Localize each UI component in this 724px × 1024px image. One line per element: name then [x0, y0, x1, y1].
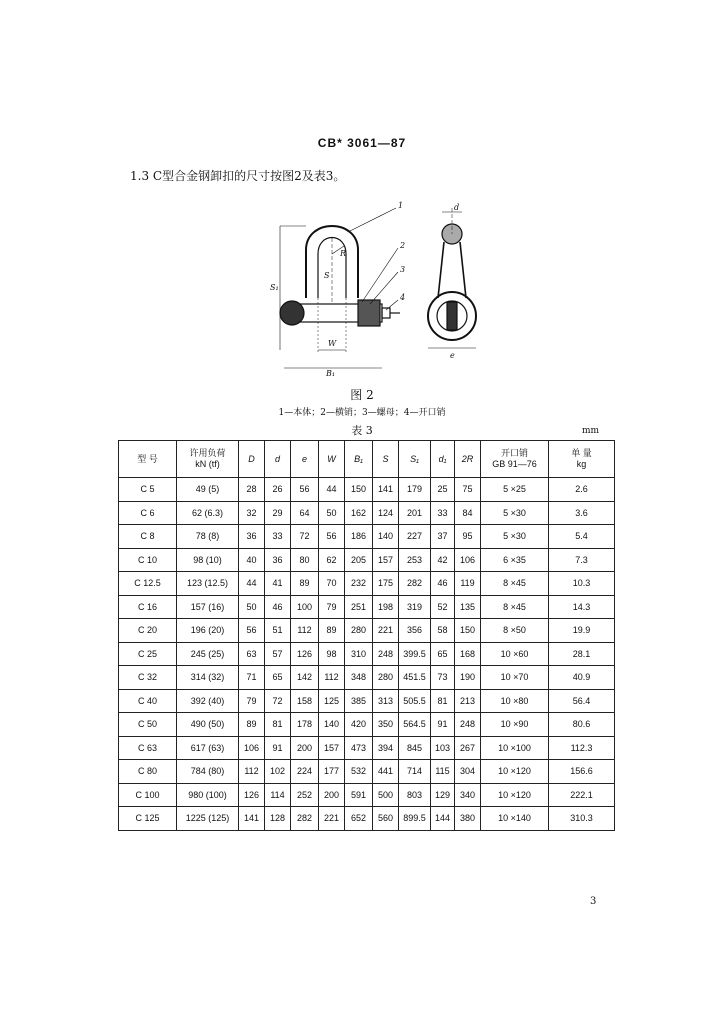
cell-B1: 310	[345, 642, 373, 666]
cell-W: 44	[319, 478, 345, 502]
cell-model: C 32	[119, 666, 177, 690]
table-row	[119, 525, 615, 549]
cell-load: 157 (16)	[177, 595, 239, 619]
cell-2R: 304	[455, 760, 481, 784]
cell-W: 125	[319, 689, 345, 713]
cell-load: 62 (6.3)	[177, 501, 239, 525]
cell-S1: 505.5	[399, 689, 431, 713]
cell-d: 33	[265, 525, 291, 549]
cell-2R: 340	[455, 783, 481, 807]
cell-weight: 7.3	[549, 548, 615, 572]
cell-e: 200	[291, 736, 319, 760]
cell-2R: 168	[455, 642, 481, 666]
cell-pin: 10 ×120	[481, 783, 549, 807]
cell-e: 72	[291, 525, 319, 549]
cell-B1: 232	[345, 572, 373, 596]
cell-weight: 310.3	[549, 807, 615, 831]
cell-pin: 10 ×90	[481, 713, 549, 737]
table-row	[119, 501, 615, 525]
cell-model: C 8	[119, 525, 177, 549]
cell-model: C 25	[119, 642, 177, 666]
cell-e: 178	[291, 713, 319, 737]
cell-e: 112	[291, 619, 319, 643]
cell-load: 123 (12.5)	[177, 572, 239, 596]
header-pin: 开口销 GB 91—76	[481, 441, 549, 478]
cell-S: 280	[373, 666, 399, 690]
cell-B1: 473	[345, 736, 373, 760]
cell-2R: 267	[455, 736, 481, 760]
cell-W: 50	[319, 501, 345, 525]
cell-pin: 10 ×70	[481, 666, 549, 690]
cell-e: 80	[291, 548, 319, 572]
cell-S1: 845	[399, 736, 431, 760]
cell-W: 79	[319, 595, 345, 619]
table-unit: mm	[582, 426, 600, 436]
cell-pin: 5 ×30	[481, 525, 549, 549]
table-row	[119, 689, 615, 713]
cell-weight: 3.6	[549, 501, 615, 525]
cell-model: C 12.5	[119, 572, 177, 596]
table-row	[119, 783, 615, 807]
cell-load: 314 (32)	[177, 666, 239, 690]
callout-4: 4	[400, 293, 406, 302]
cell-e: 224	[291, 760, 319, 784]
cell-load: 49 (5)	[177, 478, 239, 502]
cell-S1: 714	[399, 760, 431, 784]
dim-B1: B₁	[326, 369, 336, 378]
callout-3: 3	[400, 265, 406, 274]
cell-pin: 10 ×100	[481, 736, 549, 760]
cell-D: 36	[239, 525, 265, 549]
cell-weight: 112.3	[549, 736, 615, 760]
cell-d1: 91	[431, 713, 455, 737]
cell-S1: 399.5	[399, 642, 431, 666]
cell-d: 65	[265, 666, 291, 690]
cell-e: 100	[291, 595, 319, 619]
cell-e: 126	[291, 642, 319, 666]
cell-weight: 2.6	[549, 478, 615, 502]
cell-weight: 56.4	[549, 689, 615, 713]
table-row	[119, 595, 615, 619]
cell-d1: 81	[431, 689, 455, 713]
cell-B1: 532	[345, 760, 373, 784]
cell-load: 196 (20)	[177, 619, 239, 643]
cell-d: 36	[265, 548, 291, 572]
cell-e: 142	[291, 666, 319, 690]
cell-model: C 20	[119, 619, 177, 643]
dim-e: e	[450, 351, 455, 360]
cell-2R: 75	[455, 478, 481, 502]
cell-load: 490 (50)	[177, 713, 239, 737]
cell-S: 350	[373, 713, 399, 737]
cell-d1: 25	[431, 478, 455, 502]
cell-S: 500	[373, 783, 399, 807]
standard-code: CB* 3061—87	[317, 136, 407, 150]
cell-W: 62	[319, 548, 345, 572]
intro-text: 1.3 C型合金钢卸扣的尺寸按图2及表3。	[130, 169, 346, 183]
cell-d: 26	[265, 478, 291, 502]
cell-W: 177	[319, 760, 345, 784]
cell-W: 56	[319, 525, 345, 549]
table-row	[119, 807, 615, 831]
cell-d: 46	[265, 595, 291, 619]
cell-load: 78 (8)	[177, 525, 239, 549]
cell-D: 106	[239, 736, 265, 760]
cell-d: 102	[265, 760, 291, 784]
cell-d1: 103	[431, 736, 455, 760]
cell-B1: 348	[345, 666, 373, 690]
cell-D: 126	[239, 783, 265, 807]
cell-2R: 135	[455, 595, 481, 619]
table-row	[119, 548, 615, 572]
cell-B1: 205	[345, 548, 373, 572]
cell-D: 89	[239, 713, 265, 737]
cell-W: 221	[319, 807, 345, 831]
cell-weight: 40.9	[549, 666, 615, 690]
cell-B1: 150	[345, 478, 373, 502]
cell-S1: 253	[399, 548, 431, 572]
header-d1: d₁	[431, 441, 455, 478]
cell-D: 79	[239, 689, 265, 713]
cell-S: 394	[373, 736, 399, 760]
cell-S1: 451.5	[399, 666, 431, 690]
cell-model: C 125	[119, 807, 177, 831]
shackle-drawing	[258, 198, 498, 378]
cell-d1: 42	[431, 548, 455, 572]
header-load: 许用负荷 kN (tf)	[177, 441, 239, 478]
cell-S1: 282	[399, 572, 431, 596]
header-W: W	[319, 441, 345, 478]
cell-d1: 52	[431, 595, 455, 619]
cell-D: 44	[239, 572, 265, 596]
cell-W: 98	[319, 642, 345, 666]
cell-model: C 80	[119, 760, 177, 784]
cell-2R: 106	[455, 548, 481, 572]
cell-D: 141	[239, 807, 265, 831]
cell-S: 124	[373, 501, 399, 525]
cell-load: 98 (10)	[177, 548, 239, 572]
cell-B1: 591	[345, 783, 373, 807]
cell-2R: 380	[455, 807, 481, 831]
cell-e: 56	[291, 478, 319, 502]
cell-S: 313	[373, 689, 399, 713]
page-number: 3	[590, 896, 597, 907]
cell-pin: 5 ×30	[481, 501, 549, 525]
cell-B1: 652	[345, 807, 373, 831]
header-D: D	[239, 441, 265, 478]
cell-B1: 186	[345, 525, 373, 549]
cell-e: 89	[291, 572, 319, 596]
cell-model: C 5	[119, 478, 177, 502]
cell-d1: 58	[431, 619, 455, 643]
header-d: d	[265, 441, 291, 478]
spec-table	[118, 440, 615, 831]
cell-load: 245 (25)	[177, 642, 239, 666]
cell-S1: 803	[399, 783, 431, 807]
cell-model: C 40	[119, 689, 177, 713]
cell-d1: 144	[431, 807, 455, 831]
cell-e: 282	[291, 807, 319, 831]
cell-weight: 222.1	[549, 783, 615, 807]
cell-pin: 10 ×120	[481, 760, 549, 784]
cell-d1: 65	[431, 642, 455, 666]
table-row	[119, 713, 615, 737]
table-title: 表 3	[351, 424, 373, 437]
cell-B1: 280	[345, 619, 373, 643]
cell-pin: 8 ×50	[481, 619, 549, 643]
cell-B1: 420	[345, 713, 373, 737]
cell-pin: 8 ×45	[481, 572, 549, 596]
cell-model: C 10	[119, 548, 177, 572]
cell-d1: 115	[431, 760, 455, 784]
cell-model: C 50	[119, 713, 177, 737]
cell-model: C 100	[119, 783, 177, 807]
cell-load: 392 (40)	[177, 689, 239, 713]
cell-W: 112	[319, 666, 345, 690]
cell-weight: 28.1	[549, 642, 615, 666]
cell-S: 175	[373, 572, 399, 596]
cell-B1: 251	[345, 595, 373, 619]
dim-W: W	[328, 339, 337, 348]
cell-S: 560	[373, 807, 399, 831]
cell-pin: 10 ×80	[481, 689, 549, 713]
cell-load: 1225 (125)	[177, 807, 239, 831]
cell-B1: 385	[345, 689, 373, 713]
table-header-row	[119, 441, 615, 478]
header-2R: 2R	[455, 441, 481, 478]
cell-S1: 319	[399, 595, 431, 619]
cell-d: 41	[265, 572, 291, 596]
cell-S1: 179	[399, 478, 431, 502]
cell-B1: 162	[345, 501, 373, 525]
cell-load: 784 (80)	[177, 760, 239, 784]
dim-d: d	[454, 203, 460, 212]
cell-weight: 80.6	[549, 713, 615, 737]
cell-S: 198	[373, 595, 399, 619]
cell-S: 157	[373, 548, 399, 572]
cell-d: 72	[265, 689, 291, 713]
cell-e: 158	[291, 689, 319, 713]
cell-S: 221	[373, 619, 399, 643]
cell-pin: 5 ×25	[481, 478, 549, 502]
cell-weight: 14.3	[549, 595, 615, 619]
cell-D: 32	[239, 501, 265, 525]
header-S: S	[373, 441, 399, 478]
cell-d1: 46	[431, 572, 455, 596]
cell-pin: 6 ×35	[481, 548, 549, 572]
cell-S1: 899.5	[399, 807, 431, 831]
cell-e: 64	[291, 501, 319, 525]
cell-W: 89	[319, 619, 345, 643]
cell-2R: 119	[455, 572, 481, 596]
cell-D: 40	[239, 548, 265, 572]
table-row	[119, 760, 615, 784]
figure-legend: 1—本体；2—横销；3—螺母；4—开口销	[278, 408, 446, 418]
table-row	[119, 572, 615, 596]
cell-S1: 564.5	[399, 713, 431, 737]
cell-D: 112	[239, 760, 265, 784]
cell-d: 29	[265, 501, 291, 525]
cell-W: 200	[319, 783, 345, 807]
table-row	[119, 666, 615, 690]
cell-pin: 8 ×45	[481, 595, 549, 619]
cell-W: 70	[319, 572, 345, 596]
cell-W: 157	[319, 736, 345, 760]
cell-S1: 201	[399, 501, 431, 525]
cell-d: 91	[265, 736, 291, 760]
cell-d: 51	[265, 619, 291, 643]
cell-d: 57	[265, 642, 291, 666]
cell-D: 50	[239, 595, 265, 619]
table-row	[119, 619, 615, 643]
cell-D: 56	[239, 619, 265, 643]
table-row	[119, 478, 615, 502]
cell-d: 81	[265, 713, 291, 737]
header-model: 型 号	[119, 441, 177, 478]
cell-S1: 356	[399, 619, 431, 643]
cell-2R: 190	[455, 666, 481, 690]
cell-model: C 6	[119, 501, 177, 525]
table-row	[119, 642, 615, 666]
dim-S: S	[324, 271, 330, 280]
cell-d: 114	[265, 783, 291, 807]
header-B1: B₁	[345, 441, 373, 478]
cell-e: 252	[291, 783, 319, 807]
cell-d: 128	[265, 807, 291, 831]
cell-S: 248	[373, 642, 399, 666]
cell-model: C 63	[119, 736, 177, 760]
cell-2R: 150	[455, 619, 481, 643]
table-row	[119, 736, 615, 760]
cell-pin: 10 ×60	[481, 642, 549, 666]
cell-D: 28	[239, 478, 265, 502]
cell-2R: 248	[455, 713, 481, 737]
cell-2R: 84	[455, 501, 481, 525]
dim-S1: S₁	[270, 283, 279, 292]
header-weight: 单 量 kg	[549, 441, 615, 478]
cell-weight: 19.9	[549, 619, 615, 643]
cell-model: C 16	[119, 595, 177, 619]
cell-d1: 73	[431, 666, 455, 690]
cell-load: 617 (63)	[177, 736, 239, 760]
cell-2R: 213	[455, 689, 481, 713]
cell-S: 141	[373, 478, 399, 502]
cell-S: 441	[373, 760, 399, 784]
cell-W: 140	[319, 713, 345, 737]
cell-weight: 10.3	[549, 572, 615, 596]
cell-D: 71	[239, 666, 265, 690]
dim-R: R	[340, 249, 347, 258]
cell-load: 980 (100)	[177, 783, 239, 807]
cell-weight: 156.6	[549, 760, 615, 784]
cell-2R: 95	[455, 525, 481, 549]
callout-1: 1	[398, 201, 404, 210]
callout-2: 2	[400, 241, 406, 250]
cell-pin: 10 ×140	[481, 807, 549, 831]
cell-d1: 37	[431, 525, 455, 549]
cell-d1: 33	[431, 501, 455, 525]
cell-d1: 129	[431, 783, 455, 807]
cell-D: 63	[239, 642, 265, 666]
cell-weight: 5.4	[549, 525, 615, 549]
figure-title: 图 2	[350, 388, 374, 402]
cell-S1: 227	[399, 525, 431, 549]
cell-S: 140	[373, 525, 399, 549]
header-e: e	[291, 441, 319, 478]
header-S1: S₁	[399, 441, 431, 478]
